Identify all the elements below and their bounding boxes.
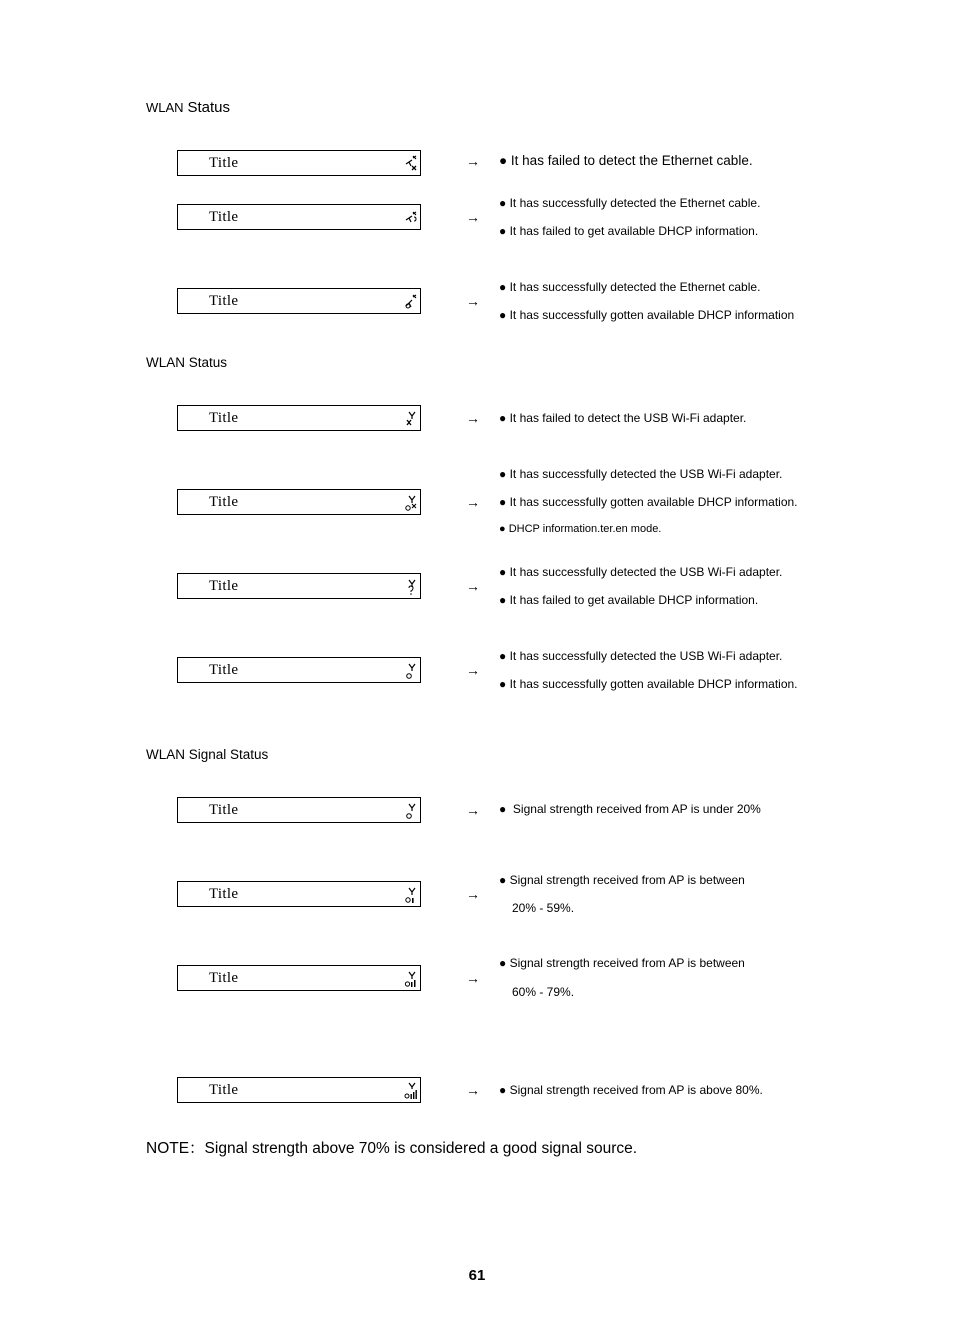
wlan-3-line-1: [499, 565, 782, 579]
lcd-title: Title: [209, 293, 239, 309]
bullet: ●: [499, 196, 507, 210]
wifi-dhcp-fail-icon: [404, 577, 418, 597]
heading-prefix: WLAN: [146, 100, 184, 115]
note-text: NOTE：Signal strength above 70% is considered a good signal source.: [146, 1140, 638, 1157]
lcd-title: Title: [209, 578, 239, 594]
wlan-4-line-2: [499, 677, 798, 691]
bullet: ●: [499, 873, 507, 887]
bullet-text: It has successfully detected the USB Wi-Fi adapter.: [509, 565, 783, 579]
section-heading-signal: WLAN Signal Status: [146, 747, 269, 762]
arrow: →: [466, 970, 480, 986]
bullet: ●: [499, 523, 506, 535]
bullet-text: Signal strength received from AP is above 80%.: [509, 1083, 763, 1097]
wlan-2-line-3: [499, 523, 661, 535]
lcd-display-signal-3: [177, 965, 421, 991]
lcd-display-wlan-1: [177, 405, 421, 431]
bullet-text: It has successfully gotten available DHCP information.: [509, 677, 798, 691]
signal-2-line-1: [499, 873, 745, 887]
lcd-title: Title: [209, 662, 239, 678]
lcd-title: Title: [209, 802, 239, 818]
lcd-display-signal-2: [177, 881, 421, 907]
lcd-display-signal-1: [177, 797, 421, 823]
signal-4-line-1: [499, 1083, 763, 1097]
bullet-text: It has failed to get available DHCP information.: [509, 593, 759, 607]
lcd-display-wlan-4: [177, 657, 421, 683]
wifi-adapter-mode-icon: [404, 493, 418, 513]
bullet: ●: [499, 280, 507, 294]
heading-suffix: Status: [187, 99, 230, 116]
signal-2-line-2: 20% - 59%.: [512, 901, 575, 915]
wlan-2-line-2: [499, 495, 798, 509]
lcd-display-eth-2: [177, 204, 421, 230]
bullet: ●: [499, 649, 507, 663]
arrow: →: [466, 662, 480, 678]
lcd-title: Title: [209, 886, 239, 902]
arrow: →: [466, 410, 480, 426]
bullet-text: It has failed to get available DHCP information.: [509, 224, 759, 238]
wifi-ok-icon: [404, 661, 418, 681]
wlan-4-line-1: [499, 649, 782, 663]
bullet: ●: [499, 411, 507, 425]
wifi-adapter-fail-icon: [404, 409, 418, 429]
eth-3-line-1: [499, 280, 760, 294]
wlan-3-line-2: [499, 593, 758, 607]
eth-2-line-2: [499, 224, 758, 238]
section-heading-wlan: WLAN Status: [146, 355, 228, 370]
arrow: →: [466, 802, 480, 818]
lcd-title: Title: [209, 410, 239, 426]
eth-3-line-2: [499, 308, 794, 322]
bullet-text: It has successfully gotten available DHCP information.: [509, 495, 798, 509]
arrow: →: [466, 293, 480, 309]
ethernet-fail-icon: [404, 154, 418, 174]
bullet: ●: [499, 495, 507, 509]
signal-2-bars-icon: [404, 969, 418, 989]
bullet-text: DHCP information.ter.en mode.: [508, 523, 662, 535]
signal-3-line-1: [499, 956, 745, 970]
lcd-title: Title: [209, 155, 239, 171]
lcd-title: Title: [209, 970, 239, 986]
lcd-title: Title: [209, 494, 239, 510]
arrow: →: [466, 153, 480, 169]
ethernet-dhcp-fail-icon: [404, 208, 418, 228]
bullet-text: It has successfully detected the USB Wi-Fi adapter.: [509, 649, 783, 663]
arrow: →: [466, 578, 480, 594]
bullet: ●: [499, 677, 507, 691]
arrow: →: [466, 209, 480, 225]
bullet-text: Signal strength received from AP is between: [509, 873, 745, 887]
bullet-text: It has successfully detected the USB Wi-Fi adapter.: [509, 467, 783, 481]
ethernet-ok-icon: [404, 292, 418, 312]
bullet: ●: [499, 308, 507, 322]
eth-2-line-1: [499, 196, 760, 210]
bullet-text: It has successfully gotten available DHCP information: [509, 308, 795, 322]
arrow: →: [466, 1082, 480, 1098]
signal-3-line-2: 60% - 79%.: [512, 985, 575, 999]
signal-1-line-1: [499, 802, 761, 816]
lcd-display-eth-1: [177, 150, 421, 176]
bullet: ●: [499, 1083, 507, 1097]
page-number: 61: [468, 1267, 486, 1284]
lcd-display-wlan-3: [177, 573, 421, 599]
lcd-title: Title: [209, 1082, 239, 1098]
bullet: ●: [499, 593, 507, 607]
bullet-text: Signal strength received from AP is between: [509, 956, 745, 970]
bullet: ●: [499, 153, 508, 168]
section-heading-ethernet: [146, 99, 230, 116]
wlan-1-line-1: [499, 411, 746, 425]
bullet-text: It has successfully detected the Ethernet cable.: [509, 280, 761, 294]
bullet: ●: [499, 224, 507, 238]
eth-1-line-1: [499, 153, 753, 168]
bullet-text: Signal strength received from AP is under 20%: [512, 802, 761, 816]
lcd-display-signal-4: [177, 1077, 421, 1103]
lcd-title: Title: [209, 209, 239, 225]
arrow: →: [466, 494, 480, 510]
bullet: ●: [499, 802, 507, 816]
bullet-text: It has failed to detect the USB Wi-Fi adapter.: [509, 411, 747, 425]
bullet: ●: [499, 467, 507, 481]
signal-0-bars-icon: [404, 801, 418, 821]
lcd-display-wlan-2: [177, 489, 421, 515]
bullet-text: It has failed to detect the Ethernet cable.: [510, 153, 753, 168]
arrow: →: [466, 886, 480, 902]
signal-1-bar-icon: [404, 885, 418, 905]
bullet: ●: [499, 956, 507, 970]
signal-3-bars-icon: [404, 1081, 418, 1101]
bullet-text: It has successfully detected the Ethernet cable.: [509, 196, 761, 210]
bullet: ●: [499, 565, 507, 579]
lcd-display-eth-3: [177, 288, 421, 314]
wlan-2-line-1: [499, 467, 782, 481]
